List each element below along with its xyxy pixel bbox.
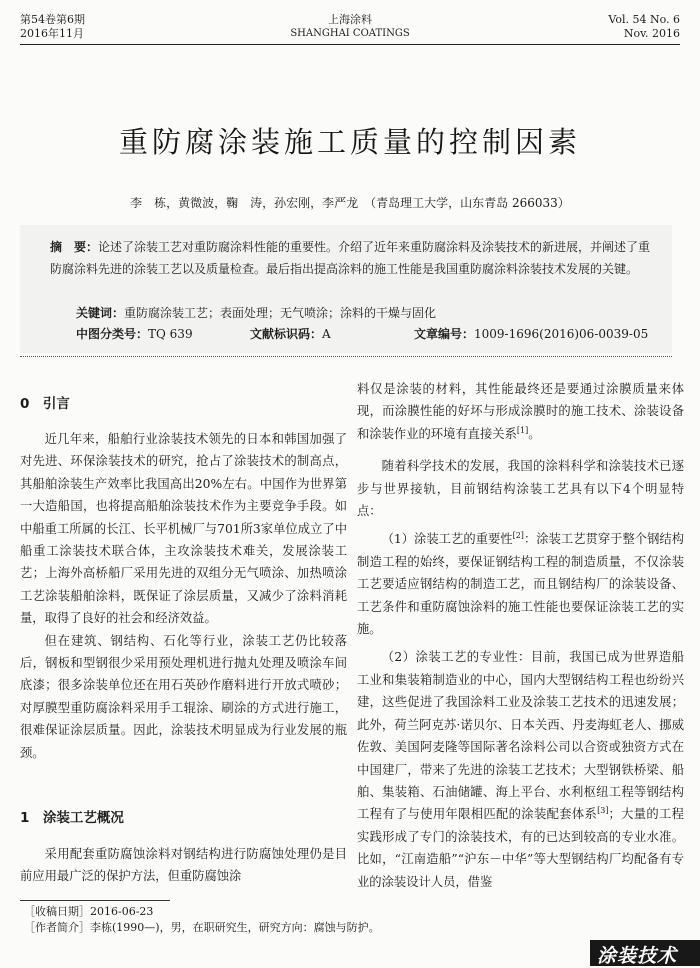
- keywords-text: 重防腐涂装工艺；表面处理；无气喷涂；涂料的干燥与固化: [124, 306, 437, 320]
- header-date-en: Nov. 2016: [623, 27, 680, 40]
- paragraph-text: 料仅是涂装的材料，其性能最终还是要通过涂膜质量来体现，而涂膜性能的好坏与形成涂膜时的施工技术、涂装设备和涂装作业的环境有直接关系: [357, 382, 684, 441]
- paragraph: [357, 378, 684, 445]
- paragraph: 但在建筑、钢结构、石化等行业，涂装工艺仍比较落后，钢板和型钢很少采用预处理机进行抛丸处理及喷涂车间底漆；很多涂装单位还在用石英砂作磨料进行开放式喷砂；对厚膜型重防腐涂料采用手工辊涂、刷涂的方式进行施工，很难保证涂层质量。因此，涂装技术明显成为行业发展的瓶颈。: [20, 633, 347, 760]
- left-column-section1: [20, 843, 347, 888]
- abstract-divider: [20, 356, 672, 357]
- article-number-label: 文章编号：: [414, 327, 475, 341]
- paragraph-text: （1）涂装工艺的重要性: [381, 532, 513, 547]
- citation: [1]: [516, 425, 529, 435]
- section-1-heading: 1 涂装工艺概况: [20, 810, 124, 826]
- doc-code: [250, 324, 331, 344]
- paragraph: [357, 528, 684, 640]
- paragraph-text: ：涂装工艺贯穿于整个钢结构制造工程的始终，要保证钢结构工程的制造质量，不仅涂装工艺要适应钢结构的制造工艺，而且钢结构厂的涂装设备、工艺条件和重防腐蚀涂料的施工性能也要保证涂装工艺的实施。: [357, 532, 684, 637]
- abstract-label: 摘 要：: [50, 240, 99, 254]
- right-column: [357, 378, 684, 893]
- header-rule: [20, 44, 680, 45]
- footnote-received: ［收稿日期］2016-06-23: [24, 905, 154, 918]
- abstract-text: 论述了涂装工艺对重防腐涂料性能的重要性。介绍了近年来重防腐涂料及涂装技术的新进展，并阐述了重防腐涂料先进的涂装工艺以及质量检查。最后指出提高涂料的施工性能是我国重防腐涂料涂装技术发展的关键。: [50, 240, 651, 276]
- doc-code-value: A: [322, 327, 331, 341]
- header-journal-name: 上海涂料: [328, 13, 372, 26]
- paragraph: 随着科学技术的发展，我国的涂料科学和涂装技术已逐步与世界接轨，目前钢结构涂装工艺具有以下4个明显特点：: [357, 459, 684, 519]
- clc-label: 中图分类号：: [76, 327, 149, 341]
- header-journal-issue: 第54卷第6期: [20, 13, 85, 26]
- article-number-value: 1009-1696(2016)06-0039-05: [474, 327, 649, 341]
- doc-code-label: 文献标识码：: [250, 327, 323, 341]
- header-volume: Vol. 54 No. 6: [608, 13, 680, 26]
- citation: [3]: [597, 806, 609, 816]
- paragraph-text: （2）涂装工艺的专业性：目前，我国已成为世界造船工业和集装箱制造业的中心，国内大型钢结构工程也纷纷兴建，这些促进了我国涂料工业及涂装工艺技术的迅速发展；此外，荷兰阿克苏·诺贝尔、日本关西、丹麦海虹老人、挪威佐敦、美国阿麦隆等国际著名涂料公司以合资或独资方式在中国建厂，带来了先进的涂装工艺技术；大型钢铁桥梁、船舶、集装箱、石油储罐、海上平台、水利枢纽工程等钢结构工程有了与使用年限相匹配的涂装配套体系: [357, 650, 684, 822]
- keywords-label: 关键词：: [76, 306, 125, 320]
- section-0-heading: 0 引言: [20, 396, 70, 412]
- header-journal-name-en: SHANGHAI COATINGS: [290, 28, 410, 39]
- footer-logo: 涂装技术: [597, 945, 678, 967]
- paragraph-text: ；大量的工程实践形成了专门的涂装技术，有的已达到较高的专业水准。比如，“江南造船”“沪东－中华”等大型钢结构厂均配备有专业的涂装设计人员，借鉴: [357, 807, 684, 889]
- clc-value: TQ 639: [148, 327, 193, 341]
- authors-affiliation: 李 栋，黄微波，鞠 涛，孙宏刚，李严龙 （青岛理工大学，山东青岛 266033）: [130, 196, 570, 210]
- footnote-author: ［作者简介］李栋(1990—)，男，在职研究生，研究方向：腐蚀与防护。: [24, 921, 380, 934]
- paragraph: 近几年来，船舶行业涂装技术领先的日本和韩国加强了对先进、环保涂装技术的研究，抢占了涂装技术的制高点，其船舶涂装生产效率比我国高出20%左右。中国作为世界第一大造船国，也将提高船舶涂装技术作为主要竞争手段。如中船重工所属的长江、长平机械厂与701所3家单位成立了中船重工涂装技术联合体，主攻涂装技术难关，发展涂装工艺；上海外高桥船厂采用先进的双组分无气喷涂、加热喷涂工艺涂装船舶涂料，既保证了涂层质量，又减少了涂料消耗量，取得了良好的社会和经济效益。: [20, 432, 347, 626]
- footnote-rule: [20, 900, 170, 901]
- left-column-intro: [20, 428, 347, 764]
- citation: [2]: [512, 531, 524, 541]
- article-number: [414, 324, 648, 344]
- paragraph-text: 。: [528, 426, 541, 441]
- header-date: 2016年11月: [20, 27, 84, 40]
- paragraph: [357, 646, 684, 892]
- keywords: [76, 303, 656, 323]
- page-title: 重防腐涂装施工质量的控制因素: [118, 125, 581, 159]
- paragraph: 采用配套重防腐蚀涂料对钢结构进行防腐蚀处理仍是目前应用最广泛的保护方法，但重防腐蚀涂: [20, 847, 347, 884]
- abstract: [50, 236, 654, 280]
